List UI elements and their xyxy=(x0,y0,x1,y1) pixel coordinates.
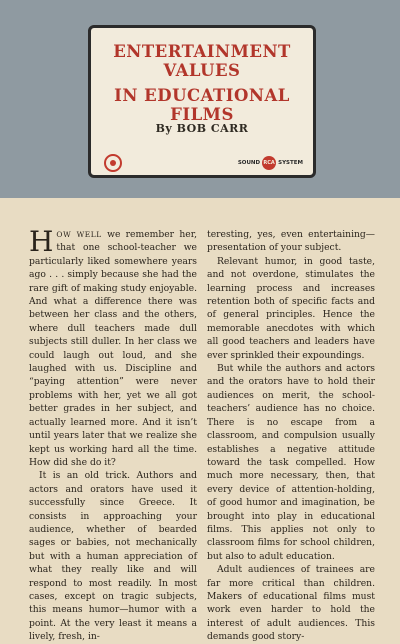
header-band xyxy=(0,0,400,198)
paragraph xyxy=(29,225,197,469)
paragraph: Relevant humor, in good taste, and not overdone, stimulates the learning process and increases retention both of specific facts and of general principles. Hence the memorable anecdotes with which all good teachers and leaders have ever sprinkled their expoundings. xyxy=(207,255,375,361)
title-line-2: IN EDUCATIONAL FILMS xyxy=(114,86,290,124)
paragraph: But while the authors and actors and the orators have to hold their audiences on merit, the school-teachers’ audience has no choice. There is no escape from a classroom, and compulsion usually establishes a negative attitude toward the task compelled. How much more necessary, then, that every device of attention-holding, of good humor and imagination, be brought into play in educational films. This applies not only to classroom films for school children, but also to adult education. xyxy=(207,363,375,562)
rca-emblem-icon xyxy=(104,154,122,172)
article-column-left xyxy=(29,225,197,644)
rca-logo-icon: RCA xyxy=(262,156,276,170)
lead-smallcaps: OW WELL xyxy=(56,230,102,239)
article-column-right xyxy=(207,228,375,644)
paragraph: teresting, yes, even entertaining—presentation of your subject. xyxy=(207,229,375,254)
paragraph: Adult audiences of trainees are far more critical than children. Makers of educational films must work even harder to hold the interest of adult audiences. This demands good story- xyxy=(207,564,375,643)
rca-sound-system-logo xyxy=(238,156,303,170)
paragraph-text: we remember her, that one school-teacher we particularly liked somewhere years ago . . . simply because she had the rare gift of making study enjoyable. And what a difference there was between her class and the others, where dull teachers made dull subjects still duller. In her class we could laugh out loud, and she laughed with us. Discipline and “paying attention” were never problems with her, yet we all got better grades in her subject, and actually learned more. And it isn’t until years later that we realize she kept us working hard all the time. How did she do it? xyxy=(29,229,197,468)
sound-label: SOUND xyxy=(237,160,261,166)
title-line-1: ENTERTAINMENT VALUES xyxy=(113,42,291,80)
drop-cap: H xyxy=(29,225,54,258)
byline: By BOB CARR xyxy=(155,122,249,135)
system-label: SYSTEM xyxy=(278,160,303,166)
paragraph: It is an old trick. Authors and actors and orators have used it successfully since Greece. It consists in approaching your audience, whether of bearded sages or babies, not mechanically but with a human appreciation of what they really like and will respond to most readily. In most cases, except on tragic subjects, this means humor—humor with a point. At the very least it means a lively, fresh, in- xyxy=(29,470,197,643)
title-card xyxy=(88,25,316,178)
